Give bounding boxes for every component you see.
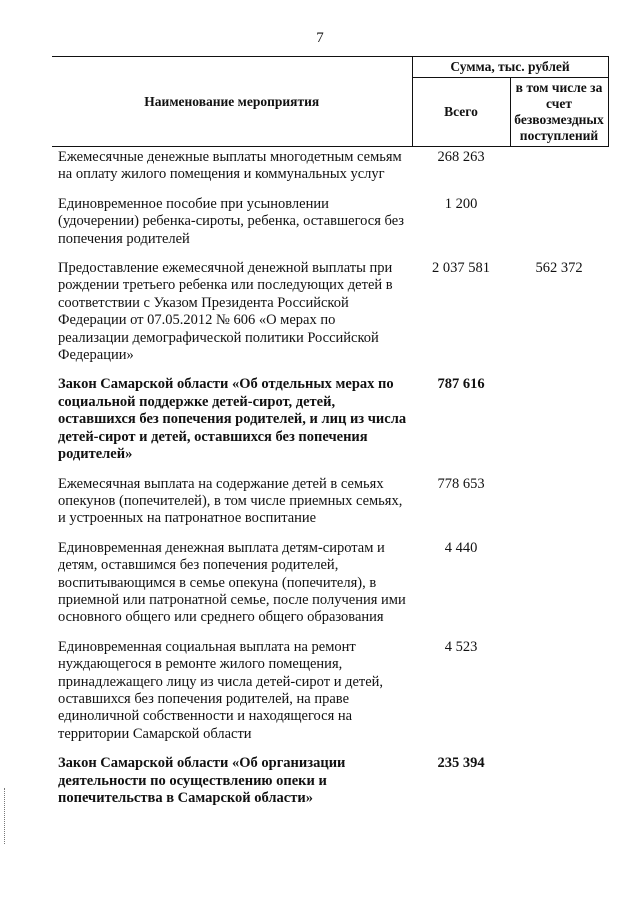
row-grants [510, 476, 608, 540]
header-total: Всего [412, 78, 510, 147]
row-name: Ежемесячная выплата на содержание детей в семьях опекунов (попечителей), в том числе приемных семьях, и устроенных на патронатное воспитание [58, 475, 403, 527]
row-total: 787 616 [437, 376, 485, 393]
row-grants [510, 147, 608, 196]
row-name: Единовременное пособие при усыновлении (удочерении) ребенка-сироты, ребенка, оставшегося без попечения родителей [58, 195, 405, 247]
row-name: Закон Самарской области «Об организации деятельности по осуществлению опеки и попечительства в Самарской области» [58, 755, 346, 806]
row-name: Закон Самарской области «Об отдельных мерах по социальной поддержке детей-сирот, детей, оставшихся без попечения родителей, и лиц из числа детей-сирот и детей, оставшихся без попечения родителей» [58, 376, 407, 463]
page-number: 7 [316, 30, 324, 46]
table-row [52, 260, 608, 376]
row-total: 2 037 581 [432, 260, 490, 277]
header-name: Наименование мероприятия [52, 57, 412, 147]
row-grants: 562 372 [535, 260, 583, 277]
row-total: 1 200 [444, 195, 478, 212]
row-grants [510, 639, 608, 755]
row-name: Единовременная денежная выплата детям-сиротам и детям, оставшимся без попечения родителей, воспитывающимся в семье опекуна (попечителя), в приемной или патронатной семье, после получения ими основного общего или среднего общего образования [58, 539, 406, 626]
budget-table [52, 56, 609, 819]
table-row-law [52, 755, 608, 819]
row-total: 778 653 [437, 475, 485, 492]
row-total: 268 263 [437, 149, 485, 165]
table-row-law [52, 376, 608, 475]
row-grants [510, 376, 608, 475]
row-grants [510, 196, 608, 260]
row-total: 235 394 [437, 755, 485, 772]
table-row [52, 196, 608, 260]
header-grants: в том числе за счет безвозмездных поступлений [510, 78, 608, 147]
row-total: 4 523 [444, 638, 478, 655]
table-row [52, 639, 608, 755]
header-amount-group: Сумма, тыс. рублей [412, 57, 608, 78]
row-name: Ежемесячные денежные выплаты многодетным семьям на оплату жилого помещения и коммунальных услуг [58, 149, 402, 183]
margin-scan-marks [4, 788, 9, 844]
row-grants [510, 755, 608, 819]
row-name: Предоставление ежемесячной денежной выплаты при рождении третьего ребенка или последующих детей в соответствии с Указом Президента Российской Федерации от 07.05.2012 № 606 «О мерах по реализации демографической политики Российской Федерации» [58, 260, 393, 364]
row-grants [510, 540, 608, 639]
table-row [52, 147, 608, 196]
row-name: Единовременная социальная выплата на ремонт нуждающегося в ремонте жилого помещения, принадлежащего лицу из числа детей-сирот и детей, оставшихся без попечения родителей, на праве единоличной собственности и находящегося на территории Самарской области [58, 638, 384, 742]
row-total: 4 440 [444, 539, 478, 556]
table-row [52, 540, 608, 639]
table-row [52, 476, 608, 540]
